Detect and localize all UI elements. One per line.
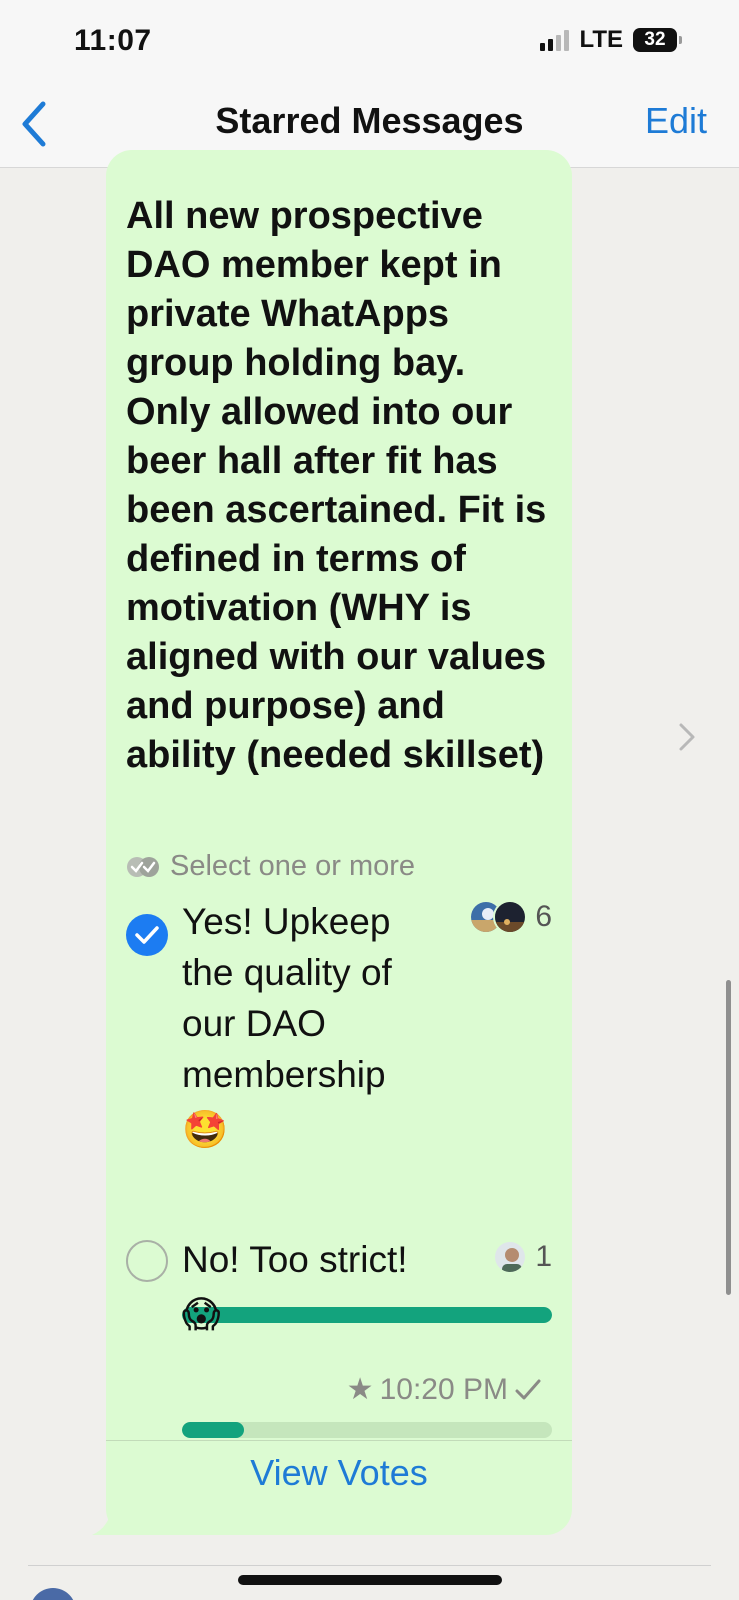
network-label: LTE	[579, 26, 623, 53]
battery-icon	[633, 28, 677, 52]
scrollbar[interactable]	[726, 980, 731, 1295]
edit-button[interactable]: Edit	[644, 100, 707, 141]
avatar	[30, 1588, 76, 1600]
home-indicator[interactable]	[238, 1575, 502, 1585]
option-label: No! Too strict!	[182, 1239, 408, 1280]
star-struck-emoji: 🤩	[182, 1109, 229, 1150]
avatar	[493, 1240, 527, 1274]
view-votes-button[interactable]: View Votes	[250, 1452, 428, 1493]
star-icon: ★	[346, 1373, 374, 1406]
chevron-right-icon[interactable]	[678, 722, 696, 752]
status-time: 11:07	[74, 24, 152, 57]
option-label: Yes! Upkeep the quality of our DAO membership	[182, 901, 392, 1095]
message-meta	[347, 1372, 542, 1407]
poll-option-text	[182, 1234, 472, 1340]
status-indicators	[540, 26, 677, 54]
poll-option-text	[182, 896, 432, 1155]
vote-progress-fill	[182, 1422, 244, 1438]
vote-count: 6	[535, 900, 552, 933]
divider	[106, 1440, 572, 1441]
poll-message-bubble[interactable]	[106, 150, 572, 1535]
battery-level: 32	[644, 29, 666, 50]
status-bar	[0, 0, 739, 84]
double-check-icon	[126, 856, 160, 878]
avatar	[493, 900, 527, 934]
page-title: Starred Messages	[215, 100, 524, 141]
checkbox-unchecked[interactable]	[126, 1240, 168, 1282]
checkbox-checked[interactable]	[126, 914, 168, 956]
voters[interactable]	[469, 900, 552, 934]
voters[interactable]	[493, 1240, 552, 1274]
select-hint-label: Select one or more	[170, 850, 416, 882]
signal-icon	[540, 29, 569, 51]
vote-count: 1	[535, 1240, 552, 1273]
poll-question: All new prospective DAO member kept in private WhatApps group holding bay. Only allowed into our beer hall after fit has been ascertained. Fit is defined in terms of motivation (WHY is aligned with our values and purpose) and ability (needed skillset)	[126, 195, 547, 776]
sent-check-icon	[514, 1378, 542, 1402]
divider	[28, 1565, 711, 1566]
vote-progress-bar	[182, 1422, 552, 1438]
screaming-face-emoji: 😱	[182, 1294, 221, 1335]
checkmark-icon	[134, 925, 160, 945]
select-hint	[126, 850, 415, 883]
message-time: 10:20 PM	[379, 1372, 508, 1406]
